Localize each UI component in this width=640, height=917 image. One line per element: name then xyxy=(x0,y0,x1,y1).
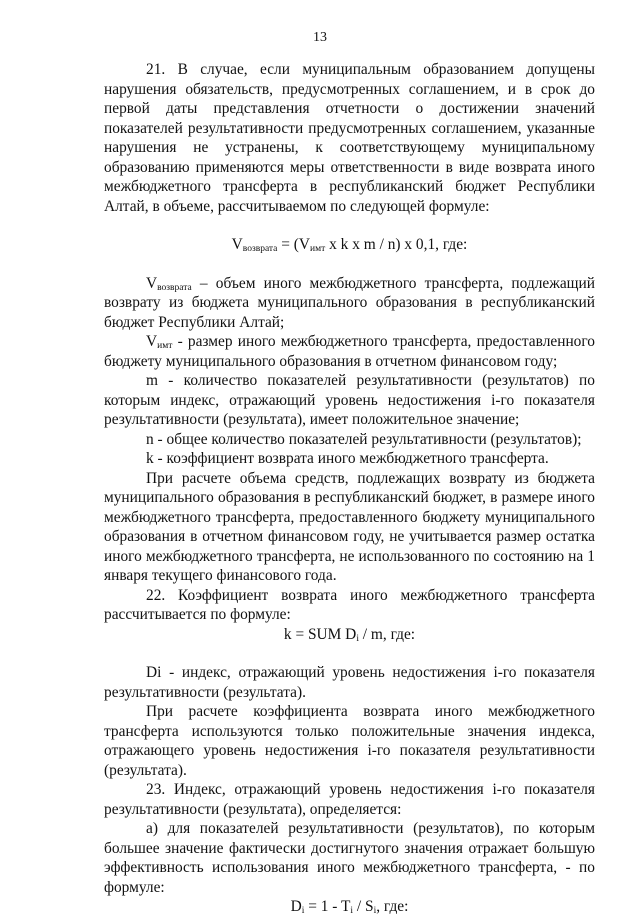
paragraph-22: 22. Коэффициент возврата иного межбюджетного трансферта рассчитывается по формуле: xyxy=(104,586,595,623)
page-number: 13 xyxy=(313,30,327,45)
paragraph-coefficient-note: При расчете коэффициента возврата иного межбюджетного трансферта используются только положительные значения индекса, отражающего уровень недостижения i-го показателя результативности (результата). xyxy=(104,703,595,779)
document-body xyxy=(104,60,595,917)
paragraph-21: 21. В случае, если муниципальным образованием допущены нарушения обязательств, предусмотренных соглашением, и в срок до первой даты представления отчетности о достижении значений показателей результативности предусмотренных соглашением, указанные нарушения не устранены, к соответствующему муниципальному образованию применяются меры ответственности в виде возврата иного межбюджетного трансферта в республиканский бюджет Республики Алтай, в объеме, рассчитываемом по следующей формуле: xyxy=(104,61,595,215)
paragraph-23a: а) для показателей результативности (результатов), по которым большее значение фактически достигнутого значения отражает большую эффективность использования иного межбюджетного трансферта, - по формуле: xyxy=(104,820,595,896)
paragraph-23: 23. Индекс, отражающий уровень недостижения i-го показателя результативности (результата), определяется: xyxy=(104,781,595,818)
definition-di: Di - индекс, отражающий уровень недостижения i-го показателя результативности (результата). xyxy=(104,664,595,701)
definition-n: n - общее количество показателей результативности (результатов); xyxy=(146,430,582,448)
definition-v-return: $V_{возврата}$ – объем иного межбюджетного трансферта, подлежащий возврату из бюджета муниципального образования в республиканский бюджет Республики Алтай; xyxy=(104,274,595,331)
formula-return-volume: $V_{возврата} = (V_{имт}$ x k x m / n) x 0,1, где: xyxy=(231,236,468,254)
formula-coefficient: k = SUM $D_i$ / m, где: xyxy=(283,625,416,644)
paragraph-calculation: При расчете объема средств, подлежащих возврату из бюджета муниципального образования в республиканский бюджет, в размере иного межбюджетного трансферта, предоставленного бюджету муниципального образования в отчетном финансовом году, не учитывается размер остатка иного межбюджетного трансферта, не использованного по состоянию на 1 января текущего финансового года. xyxy=(104,469,595,584)
definition-m: m - количество показателей результативности (результатов) по которым индекс, отражающий уровень недостижения i-го показателя результативности (результата), имеет положительное значение; xyxy=(104,372,595,428)
definition-v-imt: $V_{имт}$ - размер иного межбюджетного трансферта, предоставленного бюджету муниципального образования в отчетном финансовом году; xyxy=(104,333,595,370)
formula-index: $D_i = 1 - T_i / S_i$, где: xyxy=(290,898,409,916)
definition-k: k - коэффициент возврата иного межбюджетного трансферта. xyxy=(146,450,549,467)
